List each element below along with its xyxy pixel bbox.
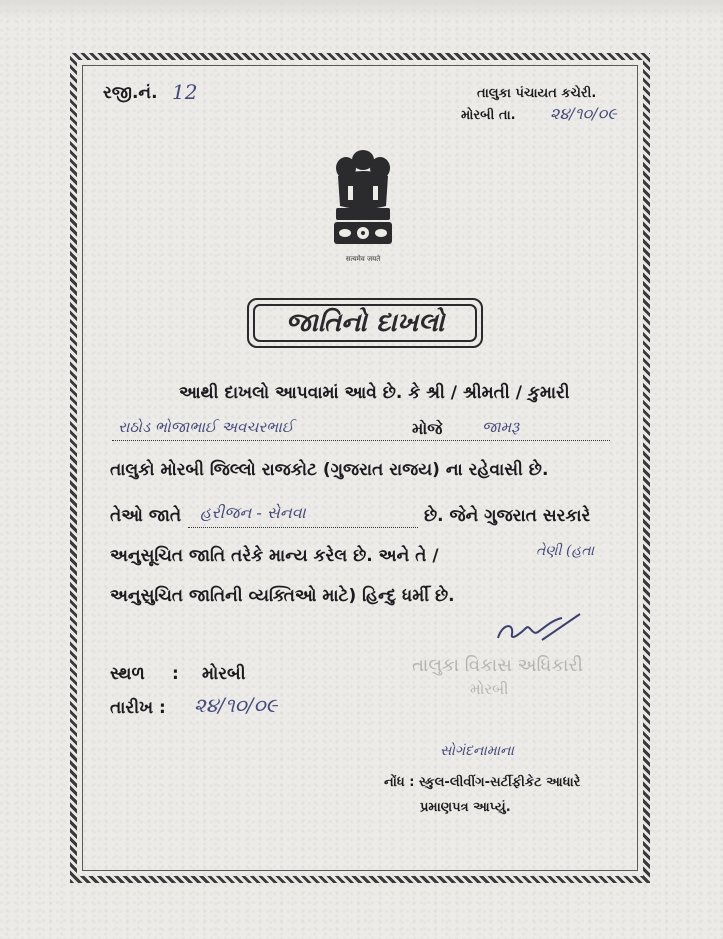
body-line-6: અનુસુચિત જાતિની વ્યક્તિઓ માટે) હિન્દુ ધર્મી છે. bbox=[110, 586, 455, 606]
office-place-date-label: મોરબી તા. bbox=[461, 108, 516, 123]
note-line-1: નોંધ : સ્કુલ-લીવીંગ-સર્ટીફીકેટ આધારે bbox=[384, 775, 581, 790]
moje-label: મોજે bbox=[412, 419, 443, 438]
date-label: તારીખ : bbox=[110, 698, 166, 718]
date-value: ૨૪/૧૦/૦૯ bbox=[194, 693, 278, 717]
body-line-4-suffix: છે. જેને ગુજરાત સરકારે bbox=[424, 506, 591, 526]
faded-stamp-line-2: મોરબી bbox=[470, 680, 509, 698]
body-line-3: તાલુકો મોરબી જિલ્લો રાજકોટ (ગુજરાત રાજય) ના રહેવાસી છે. bbox=[110, 460, 549, 480]
note-line-2: પ્રમાણપત્ર આપ્યું. bbox=[420, 800, 511, 815]
caste-name: હરીજન - સેનવા bbox=[200, 503, 306, 522]
name-underline bbox=[112, 440, 610, 441]
place-value: મોરબી bbox=[202, 664, 246, 684]
village-name: જામરૂ bbox=[482, 418, 520, 436]
certificate-title: જાતિનો દાખલો bbox=[253, 304, 477, 342]
faded-stamp-line-1: તાલુકા વિકાસ અધિકારી bbox=[412, 655, 583, 676]
body-line-1: આથી દાખલો આપવામાં આવે છે. કે શ્રી / શ્રીમતી / કુમારી bbox=[179, 383, 570, 403]
title-box bbox=[247, 298, 483, 348]
body-line-5: અનુસૂચિત જાતિ તરેકે માન્ય કરેલ છે. અને તે / bbox=[110, 546, 439, 566]
official-signature bbox=[492, 606, 584, 650]
place-separator: : bbox=[172, 664, 179, 684]
registration-label: રજી.નં. bbox=[103, 83, 158, 103]
paper-fold-shadow bbox=[0, 0, 723, 20]
caste-underline bbox=[188, 527, 418, 528]
registration-number: 12 bbox=[172, 80, 198, 104]
ashoka-emblem-icon bbox=[328, 146, 398, 258]
office-date: ૨૪/૧૦/૦૯ bbox=[550, 104, 617, 123]
person-name: રાઠોડ ભોજાભાઈ અવચરભાઈ bbox=[118, 418, 294, 436]
place-label: સ્થળ bbox=[110, 664, 145, 684]
emblem-motto: सत्यमेव जयते bbox=[345, 255, 381, 263]
body-line-5-handwritten: તેણી (હતા bbox=[536, 543, 595, 559]
body-line-4-prefix: તેઓ જાતે bbox=[110, 506, 182, 526]
office-name: તાલુકા પંચાયત કચેરી. bbox=[477, 86, 597, 101]
note-handwritten: સોગંદનામાના bbox=[440, 743, 514, 759]
